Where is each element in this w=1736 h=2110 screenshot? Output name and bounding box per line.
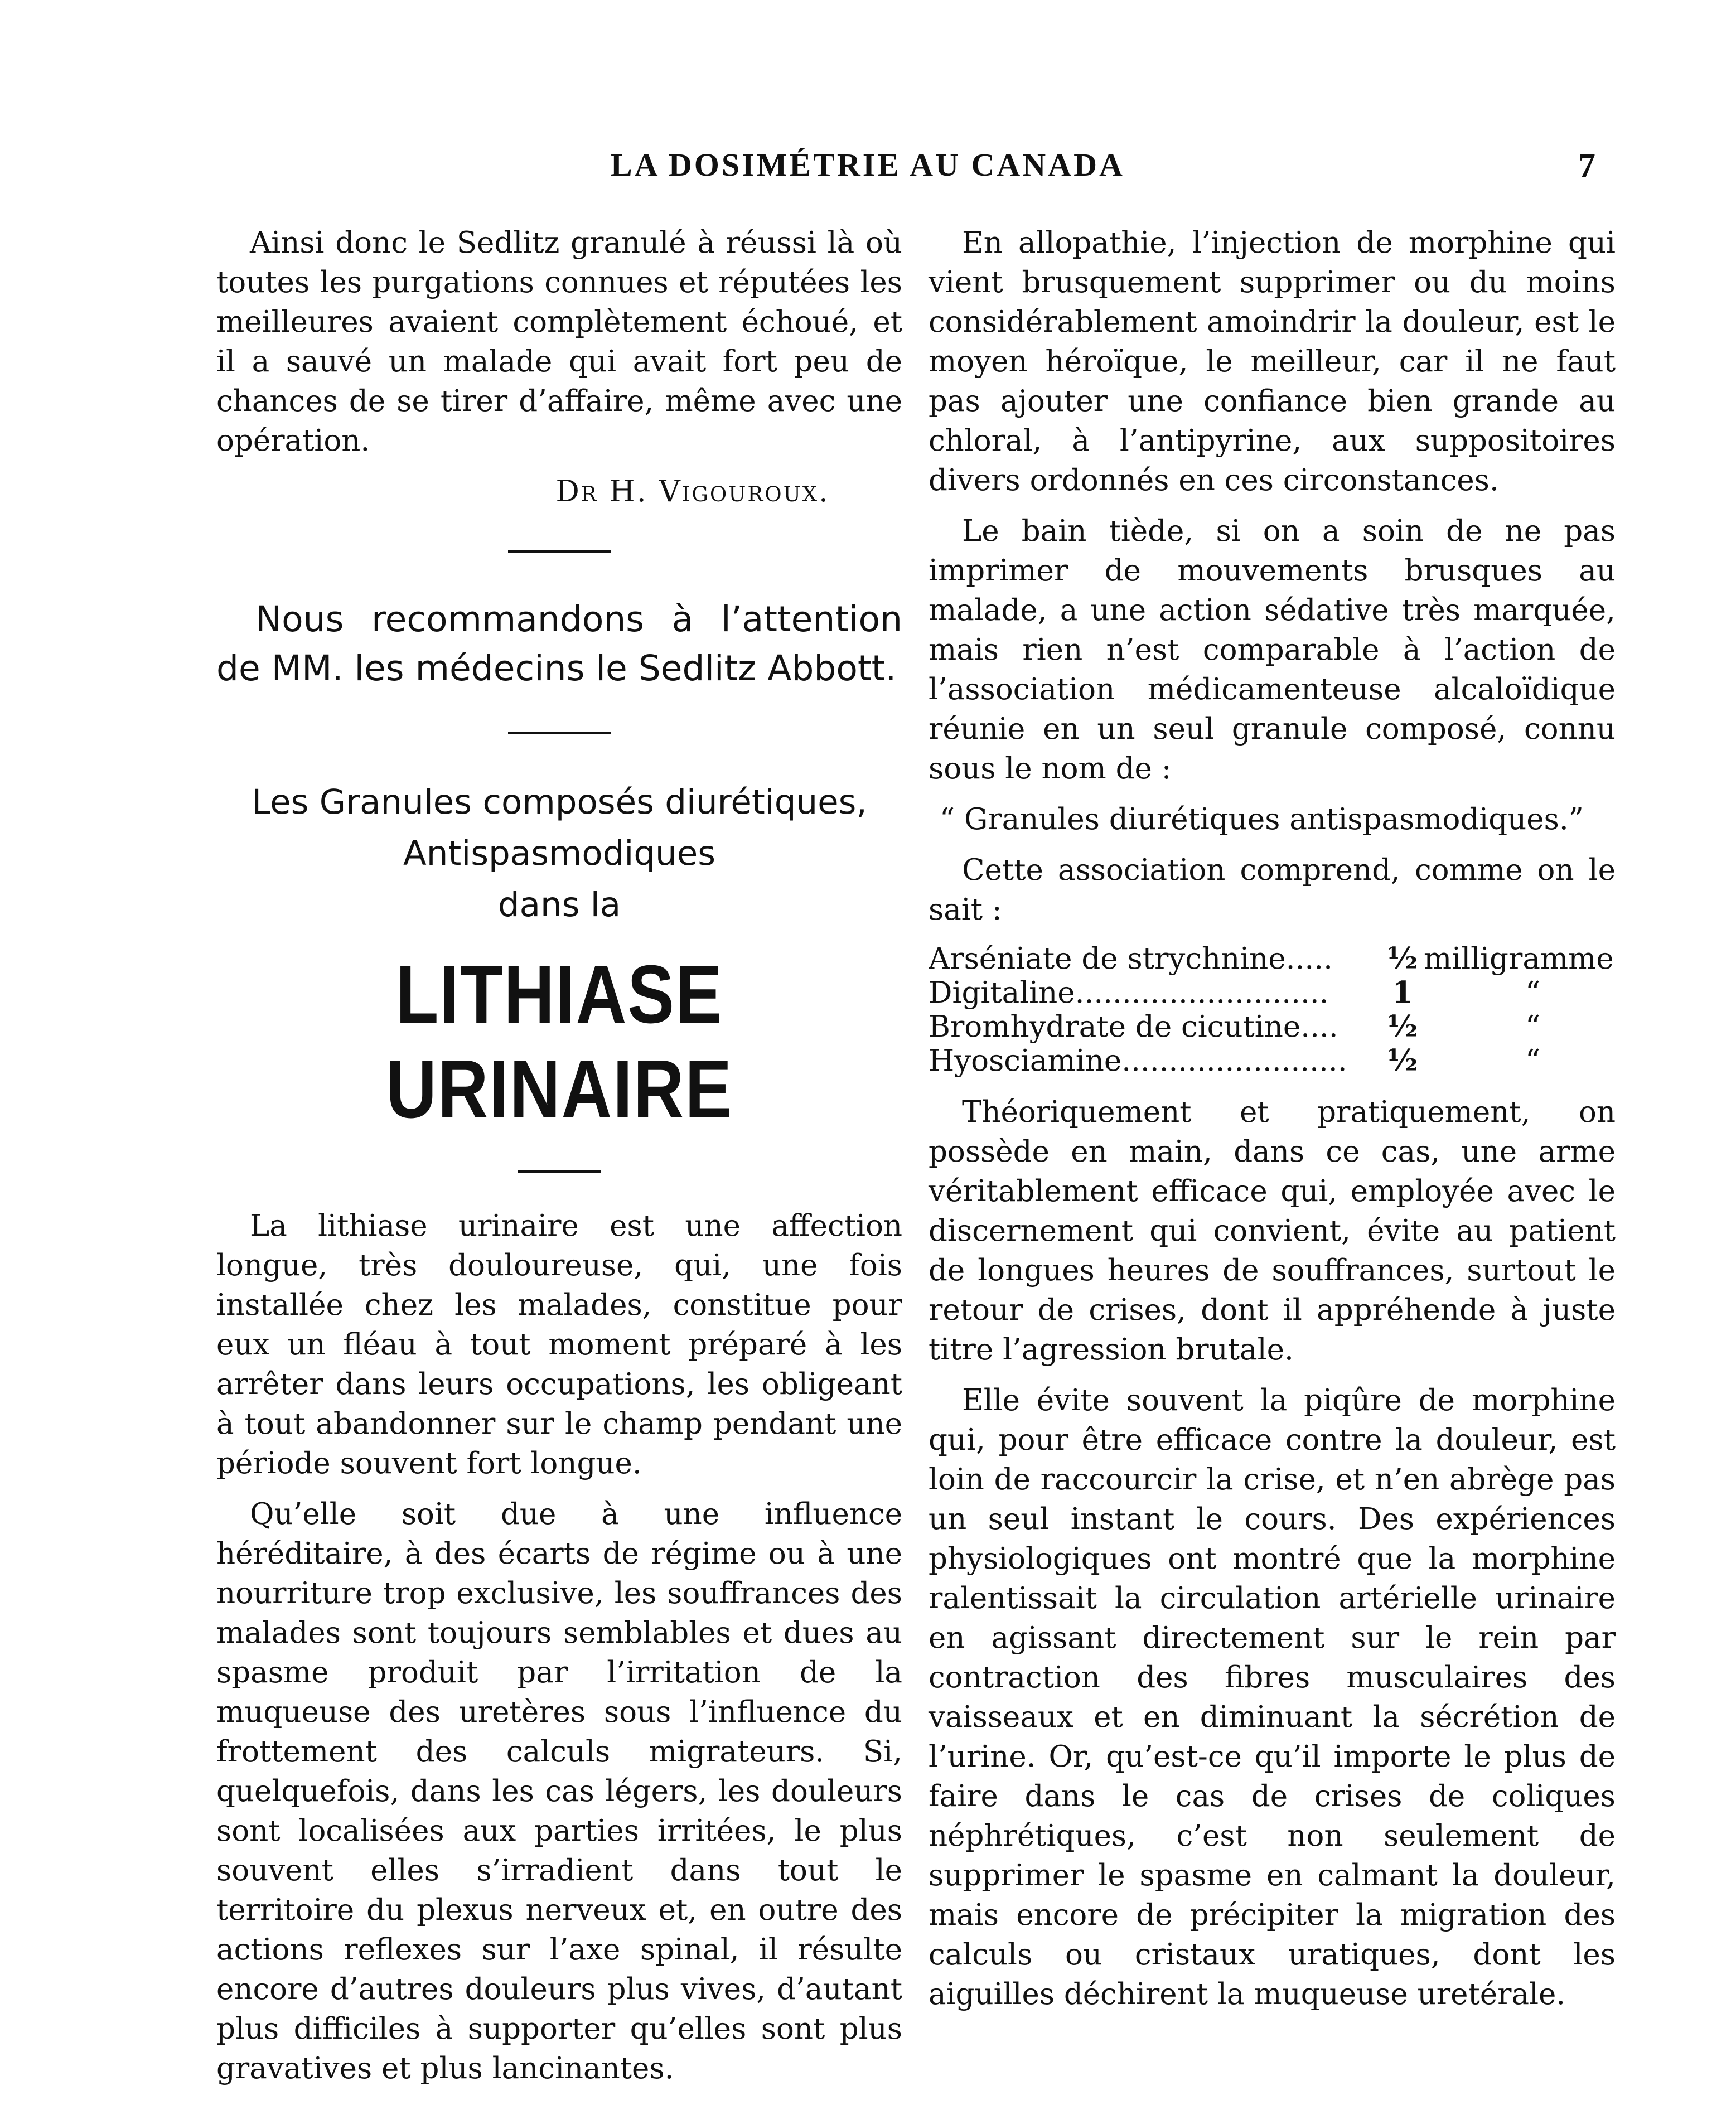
article-title: LITHIASE URINAIRE xyxy=(386,948,733,1135)
section-divider xyxy=(508,550,611,553)
title-divider xyxy=(518,1170,601,1173)
ingredient-quantity: 1 xyxy=(1392,975,1413,1010)
paragraph-lithiase-causes: Qu’elle soit due à une influence héréditaire, à des écarts de régime ou à une nourriture trop exclusive, les souffrances des malades sont toujours semblables et dues au spasme produit par l’irritation de la muqueuse des uretères sous l’influence du frottement des calculs migrateurs. Si, quelquefois, dans les cas légers, les douleurs sont localisées aux parties irritées, le plus souvent elles s’irradient dans tout le territoire du plexus nerveux et, en outre des actions reflexes sur l’axe spinal, il résulte encore d’autres douleurs plus vives, d’autant plus difficiles à supporter qu’elles sont plus gravatives et plus lancinantes. xyxy=(216,1497,902,2085)
paragraph-bain-tiede: Le bain tiède, si on a soin de ne pas imprimer de mouvements brusques au malade, a une action sédative très marquée, mais rien n’est comparable à l’action de l’association médicamenteuse alcaloïdique réunie en un seul granule composé, connu sous le nom de : xyxy=(929,514,1616,786)
ingredient-quantity: ½ xyxy=(1387,941,1418,976)
ingredient-name: Digitaline........................... xyxy=(929,976,1329,1010)
ingredient-unit: “ xyxy=(1525,1044,1541,1078)
left-column xyxy=(216,223,902,2099)
article-heading-connector: dans la xyxy=(497,885,621,925)
paragraph-sedlitz-conclusion: Ainsi donc le Sedlitz granulé à réussi là où toutes les purgations connues et réputées les meilleures avaient complètement échoué, et il a sauvé un malade qui avait fort peu de chances de se tirer d’affaire, même avec une opération. xyxy=(216,226,902,458)
ingredient-unit: milligramme xyxy=(1424,942,1614,976)
article-heading: Les Granules composés diurétiques, Antispasmodiques xyxy=(252,782,867,873)
page-number: 7 xyxy=(1578,147,1595,185)
paragraph-theoriquement: Théoriquement et pratiquement, on possède en main, dans ce cas, une arme véritablement efficace qui, employée avec le discernement qui convient, évite au patient de longues heures de souffrances, surtout le retour de crises, dont il appréhende à juste titre l’agression brutale. xyxy=(929,1095,1616,1367)
ingredient-unit: “ xyxy=(1525,1010,1541,1044)
sedlitz-notice: Nous recommandons à l’attention de MM. les médecins le Sedlitz Abbott. xyxy=(216,599,902,689)
formula-table xyxy=(929,942,1616,1078)
paragraph-piqure-morphine: Elle évite souvent la piqûre de morphine qui, pour être efficace contre la douleur, est loin de raccourcir la crise, et n’en abrège pas un seul instant le cours. Des expériences physiologiques ont montré que la morphine ralentissait la circulation artérielle urinaire en agissant directement sur le rein par contraction des fibres musculaires des vaisseaux et en diminuant la sécrétion de l’urine. Or, qu’est-ce qu’il importe le plus de faire dans le cas de crises de coliques néphrétiques, c’est non seulement de supprimer le spasme en calmant la douleur, mais encore de précipiter la migration des calculs ou cristaux uratiques, dont les aiguilles déchirent la muqueuse uretérale. xyxy=(929,1383,1616,2011)
paragraph-lithiase-intro: La lithiase urinaire est une affection longue, très douloureuse, qui, une fois installée chez les malades, constitue pour eux un fléau à tout moment préparé à les arrêter dans leurs occupations, les obligeant à tout abandonner sur le champ pendant une période souvent fort longue. xyxy=(216,1209,902,1480)
paragraph-allopathie: En allopathie, l’injection de morphine qui vient brusquement supprimer ou du moins considérablement amoindrir la douleur, est le moyen héroïque, le meilleur, car il ne faut pas ajouter une confiance bien grande au chloral, à l’antipyrine, aux suppositoires divers ordonnés en ces circonstances. xyxy=(929,226,1616,497)
section-divider xyxy=(508,732,611,734)
paragraph-association: Cette association comprend, comme on le sait : xyxy=(929,853,1616,927)
running-title: LA DOSIMÉTRIE AU CANADA xyxy=(611,147,1125,183)
granules-name-quote: “ Granules diurétiques antispasmodiques.” xyxy=(940,802,1584,836)
ingredient-name: Bromhydrate de cicutine.... xyxy=(929,1010,1338,1044)
author-signature: Dr H. Vigouroux. xyxy=(555,475,830,509)
ingredient-quantity: ½ xyxy=(1387,1043,1418,1078)
ingredient-quantity: ½ xyxy=(1387,1009,1418,1044)
formula-row xyxy=(929,1010,1616,1044)
formula-row xyxy=(929,976,1616,1010)
right-column xyxy=(929,223,1616,2025)
ingredient-name: Hyosciamine........................ xyxy=(929,1044,1347,1078)
formula-row xyxy=(929,942,1616,976)
formula-row xyxy=(929,1044,1616,1078)
ingredient-unit: “ xyxy=(1525,976,1541,1010)
ingredient-name: Arséniate de strychnine..... xyxy=(929,942,1333,976)
